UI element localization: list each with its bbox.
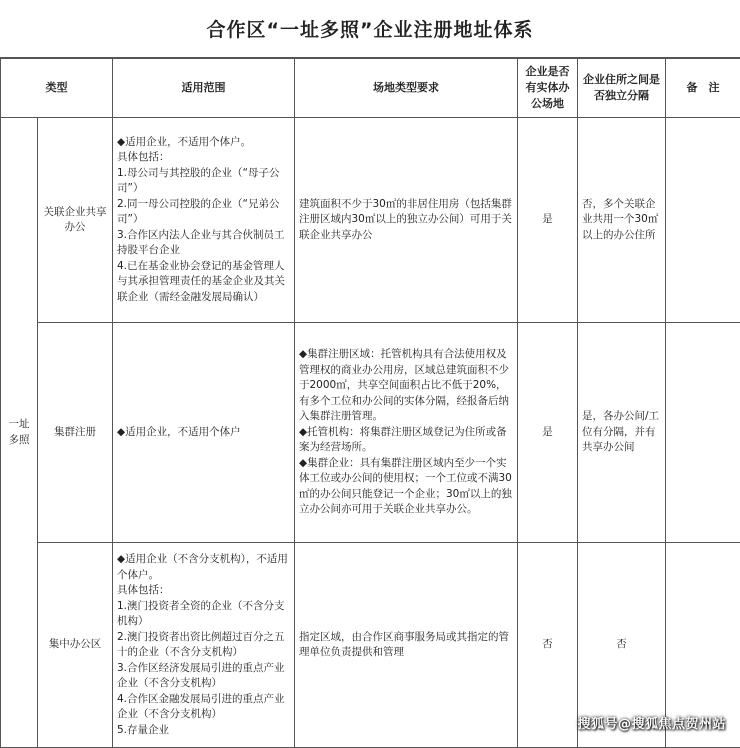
separated-cell: 是，各办公间/工位有分隔，并有共享办公间 [578,323,666,543]
scope-cell [113,323,295,543]
note-cell [666,118,740,323]
header-row [1,59,740,118]
venue-cell [295,543,518,748]
scope-line: ◆适用企业，不适用个体户 [117,425,290,441]
scope-line: 具体包括： [117,150,290,166]
page-title: 合作区“一址多照”企业注册地址体系 [0,0,740,58]
type-cell: 集群注册 [38,323,113,543]
scope-line: 3.合作区经济发展局引进的重点产业企业（不含分支机构） [117,661,290,692]
scope-line: 3.合作区内法人企业与其合伙制员工持股平台企业 [117,228,290,259]
scope-line: ◆适用企业，不适用个体户。 [117,135,290,151]
scope-line: 1.澳门投资者全资的企业（不含分支机构） [117,599,290,630]
venue-cell [295,323,518,543]
table-row [1,118,740,323]
type-cell: 关联企业共享办公 [38,118,113,323]
header-note: 备 注 [666,59,740,118]
scope-cell [113,118,295,323]
header-scope: 适用范围 [113,59,295,118]
venue-line: ◆托管机构：将集群注册区域登记为住所或备案为经营场所。 [299,425,513,456]
venue-line: 建筑面积不少于30㎡的非居住用房（包括集群注册区域内30㎡以上的独立办公间）可用于关联企业共享办公 [299,197,513,244]
type-cell: 集中办公区 [38,543,113,748]
scope-line: 4.已在基金业协会登记的基金管理人与其承担管理责任的基金企业及其关联企业（需经金融发展局确认） [117,259,290,306]
separated-cell: 否 [578,543,666,748]
scope-line: 1.母公司与其控股的企业（“母子公司”） [117,166,290,197]
venue-cell [295,118,518,323]
venue-line: ◆集群企业：具有集群注册区域内至少一个实体工位或办公间的使用权；一个工位或不满30㎡的办公间只能登记一个企业；30㎡以上的独立办公间亦可用于关联企业共享办公。 [299,456,513,518]
has-office-cell: 是 [518,323,578,543]
scope-line: ◆适用企业（不含分支机构），不适用个体户。 [117,552,290,583]
registration-table [0,58,740,748]
scope-line: 2.澳门投资者出资比例超过百分之五十的企业（不含分支机构） [117,630,290,661]
header-type: 类型 [1,59,113,118]
note-cell [666,323,740,543]
has-office-cell: 否 [518,543,578,748]
venue-line: ◆集群注册区域：托管机构具有合法使用权及管理权的商业办公用房，区域总建筑面积不少于2000㎡，共享空间面积占比不低于20%，有多个工位和办公间的实体分隔，经报备后纳入集群注册管理。 [299,347,513,425]
venue-line: 指定区域，由合作区商事服务局或其指定的管理单位负责提供和管理 [299,630,513,661]
header-has-office: 企业是否有实体办公场地 [518,59,578,118]
scope-cell [113,543,295,748]
has-office-cell: 是 [518,118,578,323]
header-venue: 场地类型要求 [295,59,518,118]
table-row [1,323,740,543]
scope-line: 5.存量企业 [117,723,290,739]
watermark: 搜狐号@搜狐焦点贺州站 [577,713,726,732]
scope-line: 2.同一母公司控股的企业（“兄弟公司”） [117,197,290,228]
header-separated: 企业住所之间是否独立分隔 [578,59,666,118]
scope-line: 4.合作区金融发展局引进的重点产业企业（不含分支机构） [117,692,290,723]
separated-cell: 否，多个关联企业共用一个30㎡以上的办公住所 [578,118,666,323]
scope-line: 具体包括： [117,583,290,599]
group-label: 一址多照 [1,118,38,748]
